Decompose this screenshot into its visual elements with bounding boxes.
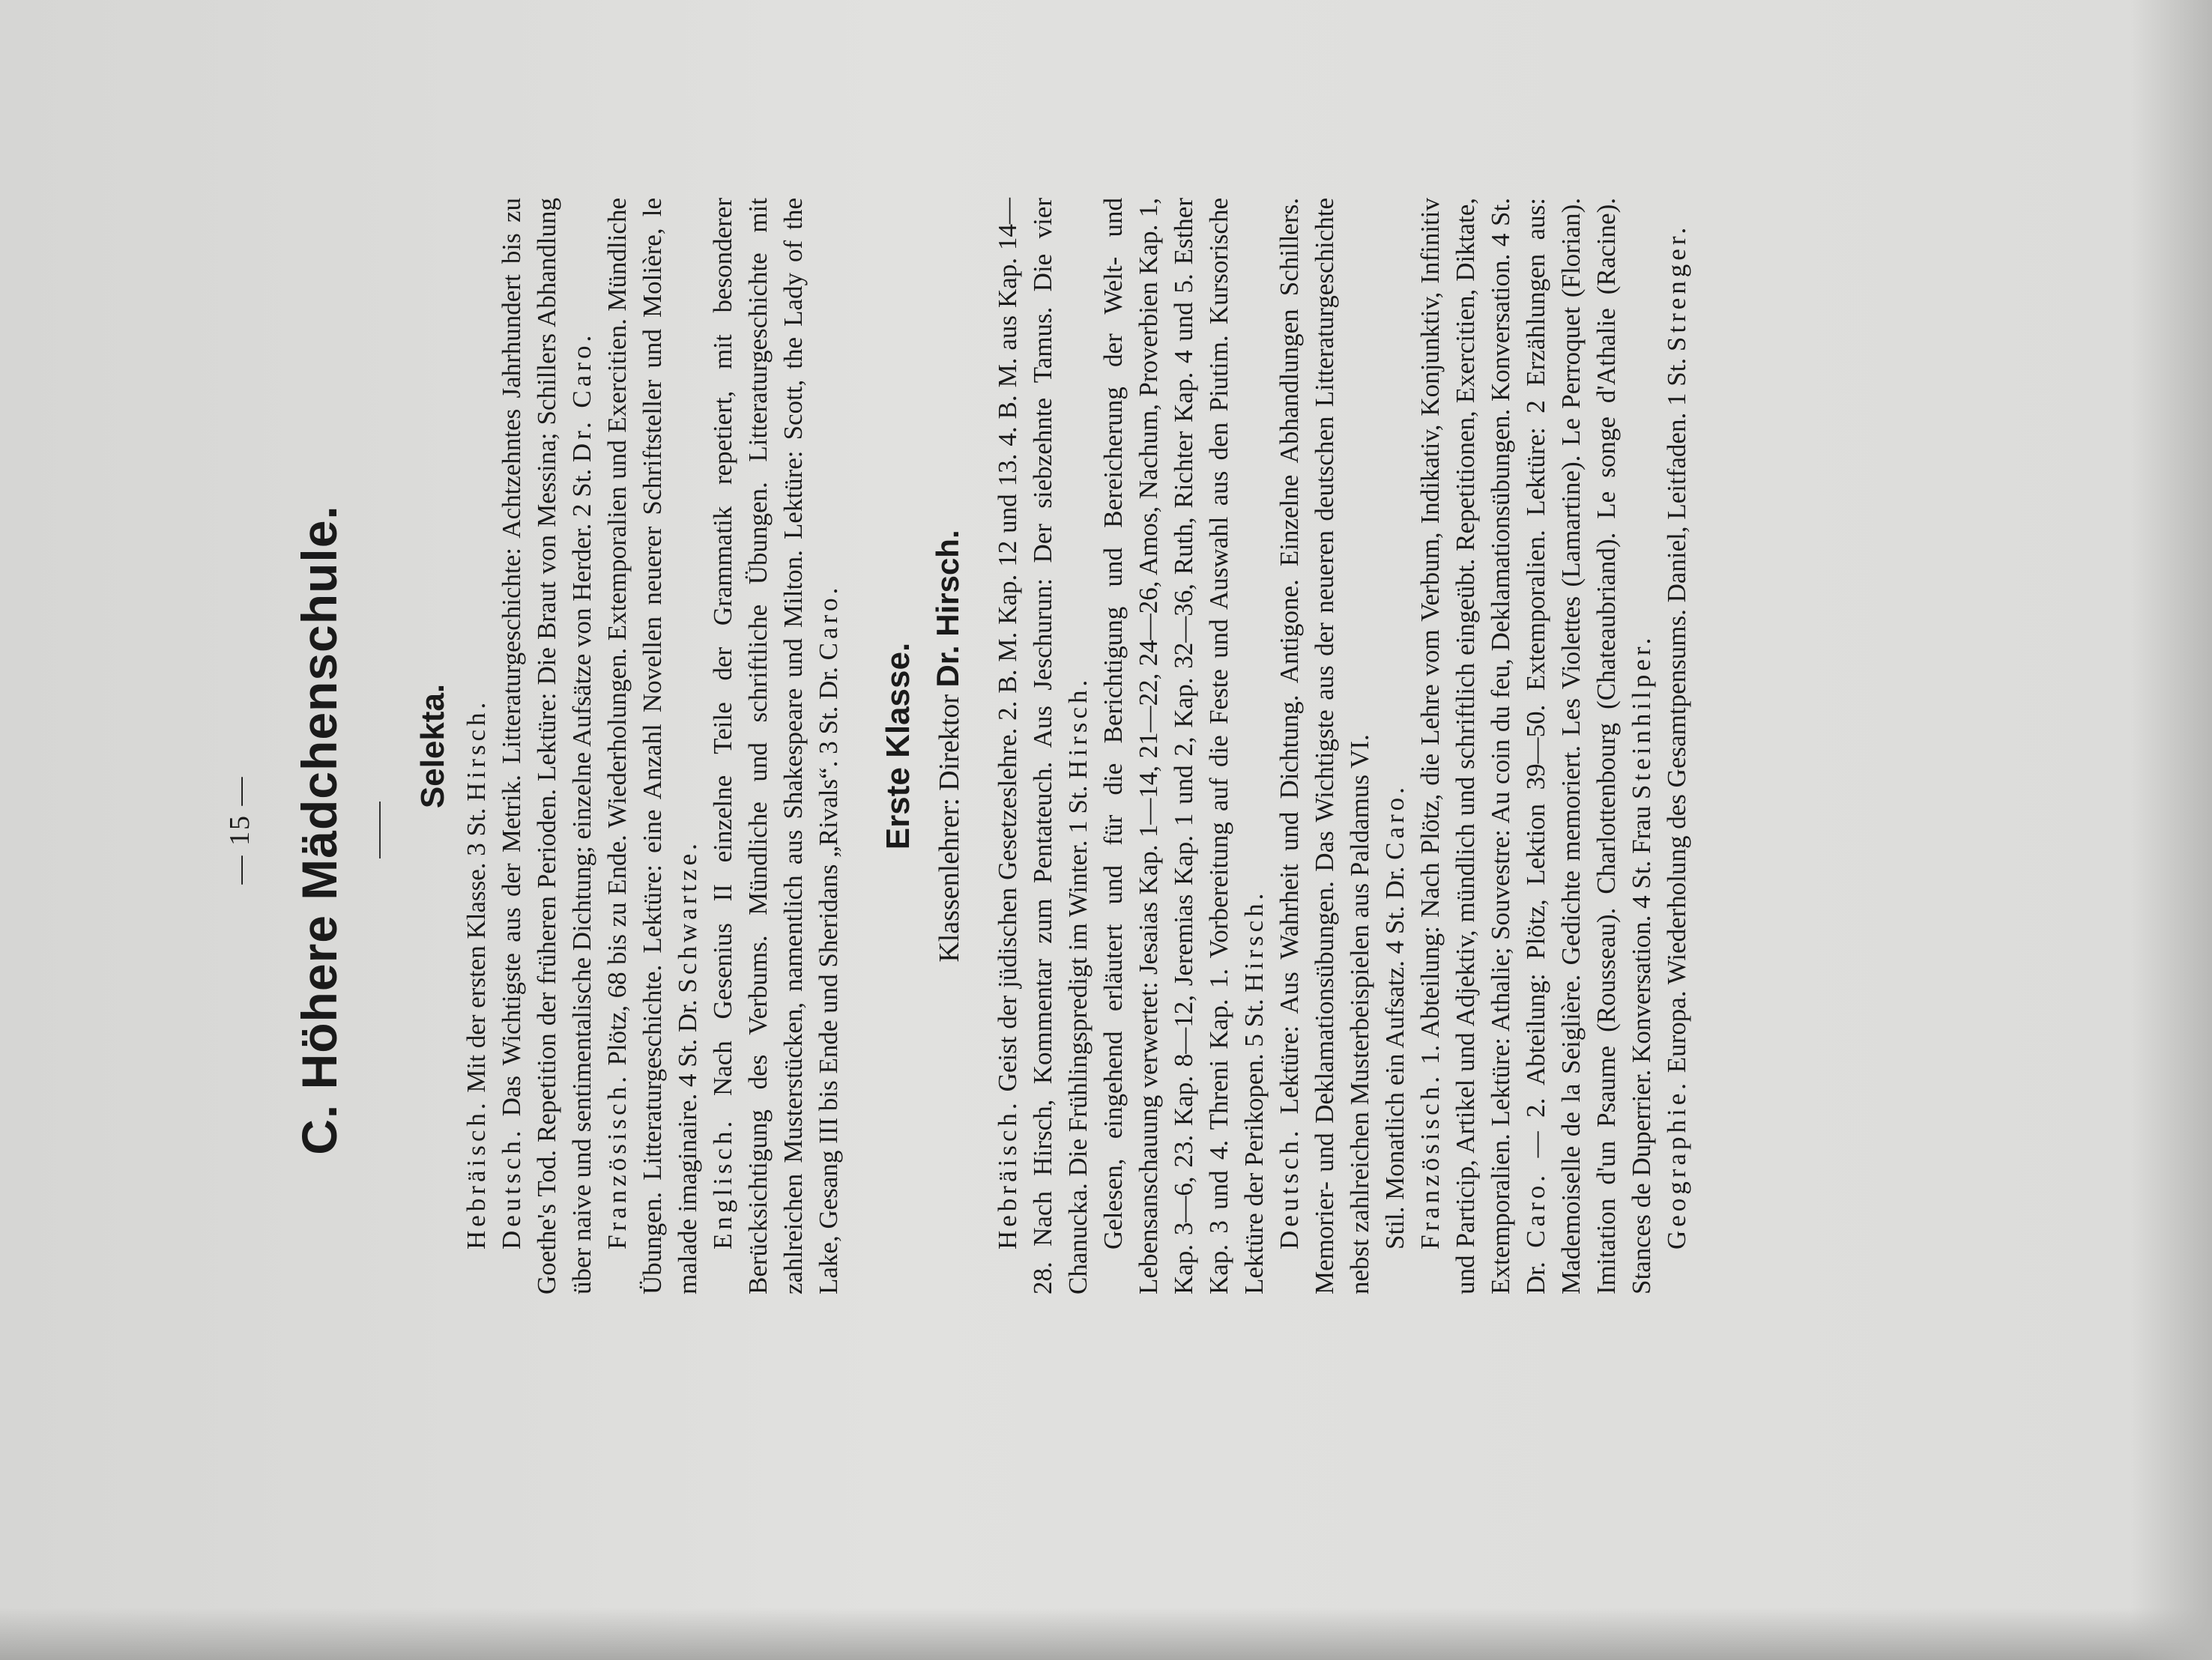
- teacher-name: Caro.: [1521, 1171, 1550, 1248]
- erste-geographie: [1659, 198, 1694, 1294]
- subject-text: Mit der ersten Klasse. 3 St.: [462, 801, 491, 1100]
- selekta-heading: Selekta.: [414, 683, 451, 809]
- main-heading: C. Höhere Mädchenschule.: [291, 505, 347, 1155]
- teacher-name: Steinhilper.: [1627, 634, 1656, 800]
- subject-text: Gelesen, eingehend erläutert und für die Berichtigung und Bereicherung der Welt- und Lebensanschauung verwertet: Jesaias Kap. 1—14, 21—22, 24—26, Amos, Nachum, Proverbien Kap. 1, Kap. 3—6, 23. Kap. 8—12, Jeremias Kap. 1 und 2, Kap. 32—36, Ruth, Richter Kap. 4 und 5. Esther Kap. 3 und 4. Threni Kap. 1. Vorbereitung auf die Feste und Auswahl aus den Piutim. Kursorische Lektüre der Perikopen. 5 St.: [1099, 198, 1269, 1294]
- subject-label: Französisch.: [602, 1073, 632, 1249]
- selekta-franzoesisch: [599, 198, 705, 1294]
- page-number: — 15 —: [224, 775, 256, 885]
- subject-label: Hebräisch.: [993, 1099, 1022, 1249]
- selekta-hebraeisch: [459, 198, 494, 1294]
- teacher-name: Strenger.: [1662, 223, 1691, 352]
- scan-right-shadow: [2130, 0, 2212, 1660]
- subject-text: Das Wichtigste aus der Metrik. Litteraturgeschichte: Achtzehntes Jahrhundert bis zu Goethe's Tod. Repetition der früheren Perioden. Lektüre: Die Braut von Messina; Schillers Abhandlung über naive und sentimentalische Dichtung; einzelne Aufsätze von Herder. 2 St.: [497, 198, 596, 1294]
- subject-text: Plötz, 68 bis zu Ende. Wiederholungen. Extemporalien und Exercitien. Mündliche Übungen. Litteraturgeschichte. Lektüre: eine Anzahl Novellen neuerer Schriftsteller und Molière, le malade imaginaire. 4 St. Dr.: [602, 198, 702, 1294]
- subject-text: Europa. Wiederholung des Gesamtpensums. Daniel, Leitfaden. 1 St.: [1662, 351, 1691, 1079]
- heading-rule: [379, 802, 381, 858]
- rotated-document-page: [207, 111, 2005, 1549]
- erste-hebraeisch: [990, 198, 1096, 1294]
- subject-text: Nach Gesenius II einzelne Teile der Grammatik repetiert, mit besonderer Berücksichtigung des Verbums. Mündliche und schriftliche Übungen. Litteraturgeschichte mit zahlreichen Musterstücken, namentlich aus Shakespeare und Milton. Lektüre: Scott, the Lady of the Lake, Gesang III bis Ende und Sheridans „Rivals“. 3 St. Dr.: [708, 198, 843, 1294]
- page-content: [409, 198, 1694, 1294]
- subject-text: Geist der jüdischen Gesetzeslehre. 2. B. M. Kap. 12 und 13. 4. B. M. aus Kap. 14—28. Nach Hirsch, Kommentar zum Pentateuch. Aus Jeschurun: Der siebzehnte Tamus. Die vier Chanucka. Die Frühlingspredigt im Winter. 1 St.: [993, 198, 1093, 1294]
- teacher-name: Hirsch.: [462, 698, 491, 802]
- erste-deutsch: [1272, 198, 1377, 1294]
- teacher-name: Hirsch.: [1239, 889, 1269, 993]
- selekta-englisch: [705, 198, 846, 1294]
- klassenlehrer-line: [930, 198, 967, 1294]
- erste-stil: [1377, 198, 1412, 1294]
- subject-label: Englisch.: [708, 1117, 737, 1249]
- klassenlehrer-name: Dr. Hirsch.: [930, 530, 965, 688]
- teacher-name: Hirsch.: [1063, 676, 1093, 779]
- subject-text: Stil. Monatlich ein Aufsatz. 4 St. Dr.: [1380, 859, 1409, 1249]
- teacher-name: Schwartze.: [673, 840, 702, 993]
- subject-label: Deutsch.: [1275, 1127, 1304, 1249]
- subject-label: Hebräisch.: [462, 1099, 491, 1249]
- erste-franzoesisch: [1412, 198, 1659, 1294]
- klassenlehrer-prefix: Klassenlehrer: Direktor: [934, 687, 965, 963]
- erste-klasse-heading: Erste Klasse.: [880, 642, 916, 850]
- subject-label: Geographie.: [1662, 1079, 1691, 1249]
- erste-gelesen: [1096, 198, 1272, 1294]
- subject-label: Französisch.: [1415, 1073, 1445, 1249]
- teacher-name: Dr. Caro.: [567, 331, 596, 463]
- subject-text: Lektüre: Aus Wahrheit und Dichtung. Antigone. Einzelne Abhandlungen Schillers. Memorier- und Deklamationsübungen. Das Wichtigste aus der neueren deutschen Litteraturgeschichte nebst zahlreichen Musterbeispielen aus Paldamus VI.: [1275, 198, 1374, 1294]
- teacher-name: Caro.: [814, 584, 843, 661]
- scan-bottom-shadow: [0, 1608, 2212, 1660]
- subject-text: 1. Abteilung: Nach Plötz, die Lehre vom Verbum, Indikativ, Konjunktiv, Infinitiv und Particip, Artikel und Adjektiv, mündlich und schriftlich eingeübt. Repetitionen, Exercitien, Diktate, Extemporalien. Lektüre: Athalie; Souvestre: Au coin du feu, Deklamationsübungen. Konversation. 4 St. Dr.: [1415, 198, 1550, 1294]
- teacher-name: Caro.: [1380, 784, 1409, 860]
- subject-text: — 2. Abteilung: Plötz, Lektion 39—50. Extemporalien. Lektüre: 2 Erzählungen aus: Mademoiselle de la Seiglière. Gedichte memoriert. Les Violettes (Lamartine). Le Perroquet (Florian). Imitation d'un Psaume (Rousseau). Charlottenbourg (Chateaubriand). Le songe d'Athalie (Racine). Stances de Duperrier. Konversation. 4 St. Frau: [1521, 197, 1656, 1294]
- selekta-deutsch: [494, 198, 599, 1294]
- subject-label: Deutsch.: [497, 1127, 526, 1249]
